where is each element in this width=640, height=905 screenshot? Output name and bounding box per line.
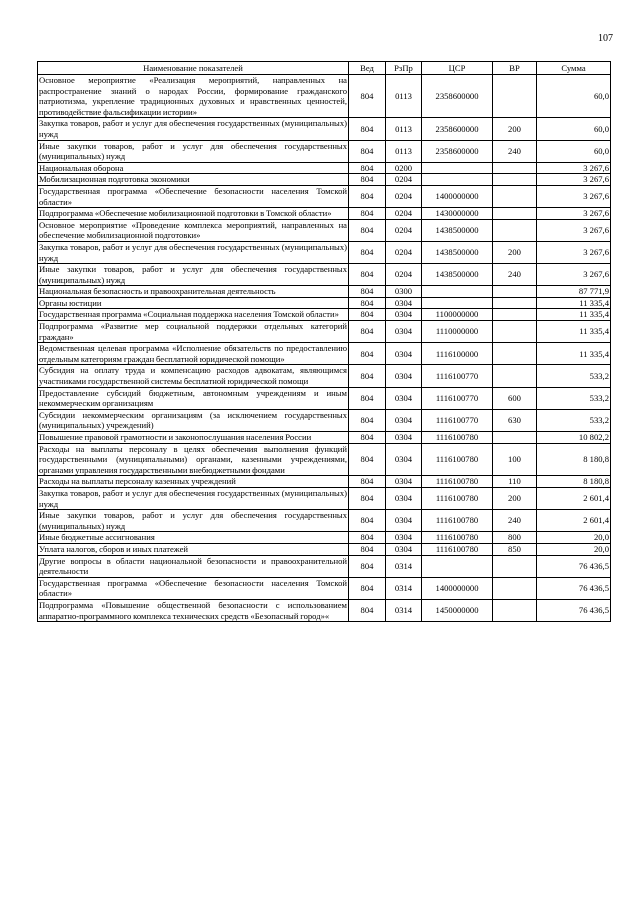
cell-csr: 1116100780	[422, 510, 493, 532]
cell-vr	[493, 286, 537, 298]
cell-rzpr: 0204	[386, 264, 422, 286]
cell-csr: 1450000000	[422, 599, 493, 621]
table-row	[38, 162, 611, 174]
cell-sum: 10 802,2	[537, 432, 611, 444]
table-row	[38, 297, 611, 309]
cell-csr	[422, 174, 493, 186]
cell-sum: 60,0	[537, 140, 611, 162]
cell-csr	[422, 297, 493, 309]
header-csr: ЦСР	[422, 62, 493, 75]
cell-vr: 240	[493, 510, 537, 532]
cell-csr: 1116100770	[422, 365, 493, 387]
table-row	[38, 510, 611, 532]
cell-csr: 1438500000	[422, 219, 493, 241]
cell-sum: 3 267,6	[537, 185, 611, 207]
table-row	[38, 387, 611, 409]
table-row	[38, 286, 611, 298]
cell-rzpr: 0304	[386, 309, 422, 321]
cell-ved: 804	[349, 174, 386, 186]
cell-ved: 804	[349, 321, 386, 343]
cell-rzpr: 0304	[386, 321, 422, 343]
cell-name: Основное мероприятие «Реализация мероприятий, направленных на распространение знаний о народах России, формирование гражданского патриотизма, укрепление традиционных духовных и нравственных ценностей, противодействие фальсификации истории»	[39, 75, 347, 117]
cell-csr: 1116100770	[422, 387, 493, 409]
cell-vr: 200	[493, 487, 537, 509]
cell-ved: 804	[349, 309, 386, 321]
cell-sum: 60,0	[537, 75, 611, 118]
cell-name: Субсидии некоммерческим организациям (за исключением государственных (муниципальных) учреждений)	[39, 409, 347, 431]
cell-sum: 11 335,4	[537, 343, 611, 365]
header-vr: ВР	[493, 62, 537, 75]
cell-sum: 3 267,6	[537, 219, 611, 241]
cell-csr: 1438500000	[422, 264, 493, 286]
cell-sum: 3 267,6	[537, 174, 611, 186]
cell-ved: 804	[349, 577, 386, 599]
cell-rzpr: 0304	[386, 409, 422, 431]
table-row	[38, 476, 611, 488]
cell-ved: 804	[349, 208, 386, 220]
cell-vr: 110	[493, 476, 537, 488]
cell-name: Мобилизационная подготовка экономики	[38, 174, 349, 186]
cell-csr: 1400000000	[422, 185, 493, 207]
cell-csr: 2358600000	[422, 75, 493, 118]
cell-ved: 804	[349, 75, 386, 118]
header-ved: Вед	[349, 62, 386, 75]
cell-rzpr: 0304	[386, 432, 422, 444]
cell-rzpr: 0304	[386, 543, 422, 555]
header-rzpr: РзПр	[386, 62, 422, 75]
cell-vr: 600	[493, 387, 537, 409]
cell-rzpr: 0204	[386, 208, 422, 220]
cell-sum: 3 267,6	[537, 208, 611, 220]
cell-vr: 100	[493, 443, 537, 476]
table-row	[38, 321, 611, 343]
cell-vr	[493, 555, 537, 577]
table-row	[38, 174, 611, 186]
cell-rzpr: 0204	[386, 241, 422, 263]
cell-rzpr: 0304	[386, 510, 422, 532]
cell-csr: 1438500000	[422, 241, 493, 263]
cell-sum: 3 267,6	[537, 162, 611, 174]
cell-rzpr: 0304	[386, 343, 422, 365]
cell-csr: 1110000000	[422, 321, 493, 343]
cell-sum: 533,2	[537, 365, 611, 387]
cell-sum: 2 601,4	[537, 510, 611, 532]
cell-csr	[422, 286, 493, 298]
cell-rzpr: 0113	[386, 75, 422, 118]
cell-name: Другие вопросы в области национальной безопасности и правоохранительной деятельности	[39, 555, 347, 577]
cell-csr	[422, 162, 493, 174]
cell-ved: 804	[349, 543, 386, 555]
cell-csr: 1116100780	[422, 532, 493, 544]
cell-csr: 1430000000	[422, 208, 493, 220]
cell-name: Подпрограмма «Повышение общественной безопасности с использованием аппаратно-программного комплекса технических средств «Безопасный город»«	[39, 599, 347, 621]
table-row	[38, 140, 611, 162]
table-row	[38, 443, 611, 476]
cell-csr: 1100000000	[422, 309, 493, 321]
cell-ved: 804	[349, 599, 386, 621]
cell-sum: 20,0	[537, 543, 611, 555]
table-row	[38, 343, 611, 365]
header-sum: Сумма	[537, 62, 611, 75]
page-number: 107	[598, 33, 613, 44]
table-row	[38, 75, 611, 118]
cell-name: Иные закупки товаров, работ и услуг для обеспечения государственных (муниципальных) нужд	[39, 510, 347, 531]
cell-rzpr: 0314	[386, 577, 422, 599]
cell-sum: 76 436,5	[537, 577, 611, 599]
cell-vr	[493, 297, 537, 309]
cell-name: Государственная программа «Обеспечение безопасности населения Томской области»	[39, 185, 347, 207]
cell-vr: 240	[493, 140, 537, 162]
table-body	[38, 75, 611, 622]
cell-rzpr: 0204	[386, 185, 422, 207]
table-row	[38, 365, 611, 387]
table-row	[38, 309, 611, 321]
cell-vr	[493, 75, 537, 118]
cell-rzpr: 0304	[386, 532, 422, 544]
cell-vr	[493, 432, 537, 444]
table-row	[38, 577, 611, 599]
cell-vr	[493, 365, 537, 387]
cell-ved: 804	[349, 365, 386, 387]
cell-name: Подпрограмма «Обеспечение мобилизационной подготовки в Томской области»	[38, 208, 349, 220]
table-row	[38, 219, 611, 241]
table-header-row	[38, 62, 611, 75]
cell-rzpr: 0200	[386, 162, 422, 174]
cell-csr	[422, 555, 493, 577]
cell-ved: 804	[349, 510, 386, 532]
cell-name: Ведомственная целевая программа «Исполнение обязательств по предоставлению отдельным категориям граждан бесплатной юридической помощи»	[39, 343, 347, 364]
cell-rzpr: 0304	[386, 487, 422, 509]
cell-ved: 804	[349, 532, 386, 544]
cell-name: Закупка товаров, работ и услуг для обеспечения государственных (муниципальных) нужд	[39, 118, 347, 139]
cell-ved: 804	[349, 432, 386, 444]
cell-name: Иные бюджетные ассигнования	[38, 532, 349, 544]
cell-sum: 2 601,4	[537, 487, 611, 509]
cell-name: Государственная программа «Обеспечение безопасности населения Томской области»	[39, 577, 347, 599]
cell-csr: 1116100780	[422, 443, 493, 476]
header-name: Наименование показателей	[38, 62, 349, 75]
cell-sum: 20,0	[537, 532, 611, 544]
table-row	[38, 432, 611, 444]
cell-ved: 804	[349, 264, 386, 286]
cell-vr: 200	[493, 241, 537, 263]
cell-name: Закупка товаров, работ и услуг для обеспечения государственных (муниципальных) нужд	[39, 487, 347, 509]
cell-sum: 8 180,8	[537, 476, 611, 488]
cell-name: Иные закупки товаров, работ и услуг для обеспечения государственных (муниципальных) нужд	[39, 140, 347, 162]
cell-csr: 1400000000	[422, 577, 493, 599]
table-row	[38, 208, 611, 220]
cell-sum: 533,2	[537, 409, 611, 431]
cell-name: Уплата налогов, сборов и иных платежей	[38, 543, 349, 555]
cell-sum: 3 267,6	[537, 241, 611, 263]
cell-sum: 76 436,5	[537, 555, 611, 577]
cell-ved: 804	[349, 185, 386, 207]
cell-name: Повышение правовой грамотности и законопослушания населения России	[38, 432, 349, 444]
cell-ved: 804	[349, 487, 386, 509]
cell-sum: 60,0	[537, 118, 611, 140]
cell-rzpr: 0304	[386, 476, 422, 488]
table-row	[38, 543, 611, 555]
cell-csr: 2358600000	[422, 118, 493, 140]
cell-ved: 804	[349, 476, 386, 488]
cell-rzpr: 0204	[386, 174, 422, 186]
cell-name: Национальная оборона	[38, 162, 349, 174]
cell-sum: 87 771,9	[537, 286, 611, 298]
cell-rzpr: 0304	[386, 297, 422, 309]
table-row	[38, 241, 611, 263]
cell-vr	[493, 185, 537, 207]
cell-csr: 1116100780	[422, 543, 493, 555]
cell-ved: 804	[349, 387, 386, 409]
cell-csr: 1116100780	[422, 432, 493, 444]
table-row	[38, 264, 611, 286]
cell-rzpr: 0113	[386, 140, 422, 162]
cell-rzpr: 0113	[386, 118, 422, 140]
cell-name: Расходы на выплаты персоналу казенных учреждений	[38, 476, 349, 488]
cell-vr	[493, 577, 537, 599]
cell-sum: 76 436,5	[537, 599, 611, 621]
cell-sum: 8 180,8	[537, 443, 611, 476]
cell-name: Расходы на выплаты персоналу в целях обеспечения выполнения функций государственными (муниципальными) органами, казенными учреждениями, органами управления государственными внебюджетными фондами	[39, 443, 347, 475]
cell-ved: 804	[349, 409, 386, 431]
cell-name: Субсидия на оплату труда и компенсацию расходов адвокатам, являющимся участниками государственной системы бесплатной юридической помощи	[39, 365, 347, 387]
cell-vr	[493, 321, 537, 343]
cell-name: Государственная программа «Социальная поддержка населения Томской области»	[38, 309, 349, 321]
cell-name: Предоставление субсидий бюджетным, автономным учреждениям и иным некоммерческим организациям	[39, 387, 347, 409]
cell-vr: 800	[493, 532, 537, 544]
cell-vr	[493, 343, 537, 365]
cell-name: Иные закупки товаров, работ и услуг для обеспечения государственных (муниципальных) нужд	[39, 264, 347, 285]
cell-vr	[493, 219, 537, 241]
cell-ved: 804	[349, 162, 386, 174]
cell-csr: 1116100780	[422, 476, 493, 488]
table-row	[38, 555, 611, 577]
cell-ved: 804	[349, 297, 386, 309]
cell-rzpr: 0304	[386, 387, 422, 409]
cell-rzpr: 0314	[386, 555, 422, 577]
cell-csr: 1116100000	[422, 343, 493, 365]
budget-table	[37, 61, 611, 622]
cell-name: Национальная безопасность и правоохранительная деятельность	[38, 286, 349, 298]
cell-csr: 1116100770	[422, 409, 493, 431]
cell-vr	[493, 208, 537, 220]
cell-rzpr: 0300	[386, 286, 422, 298]
table-row	[38, 409, 611, 431]
cell-sum: 3 267,6	[537, 264, 611, 286]
cell-vr	[493, 162, 537, 174]
cell-rzpr: 0204	[386, 219, 422, 241]
cell-vr: 850	[493, 543, 537, 555]
cell-name: Органы юстиции	[38, 297, 349, 309]
cell-vr: 200	[493, 118, 537, 140]
cell-ved: 804	[349, 443, 386, 476]
cell-sum: 533,2	[537, 387, 611, 409]
table-row	[38, 599, 611, 621]
cell-ved: 804	[349, 140, 386, 162]
table-row	[38, 118, 611, 140]
cell-sum: 11 335,4	[537, 309, 611, 321]
table-row	[38, 532, 611, 544]
cell-name: Подпрограмма «Развитие мер социальной поддержки отдельных категорий граждан»	[39, 321, 347, 342]
cell-ved: 804	[349, 241, 386, 263]
cell-vr	[493, 309, 537, 321]
cell-vr: 630	[493, 409, 537, 431]
cell-vr	[493, 599, 537, 621]
cell-ved: 804	[349, 343, 386, 365]
cell-vr	[493, 174, 537, 186]
cell-sum: 11 335,4	[537, 297, 611, 309]
cell-rzpr: 0304	[386, 443, 422, 476]
cell-vr: 240	[493, 264, 537, 286]
cell-csr: 1116100780	[422, 487, 493, 509]
cell-ved: 804	[349, 219, 386, 241]
cell-ved: 804	[349, 118, 386, 140]
cell-ved: 804	[349, 555, 386, 577]
cell-name: Основное мероприятие «Проведение комплекса мероприятий, направленных на обеспечение мобилизационной подготовки»	[39, 219, 347, 241]
cell-name: Закупка товаров, работ и услуг для обеспечения государственных (муниципальных) нужд	[39, 241, 347, 263]
table-row	[38, 185, 611, 207]
cell-ved: 804	[349, 286, 386, 298]
cell-rzpr: 0314	[386, 599, 422, 621]
table-row	[38, 487, 611, 509]
cell-rzpr: 0304	[386, 365, 422, 387]
cell-sum: 11 335,4	[537, 321, 611, 343]
cell-csr: 2358600000	[422, 140, 493, 162]
